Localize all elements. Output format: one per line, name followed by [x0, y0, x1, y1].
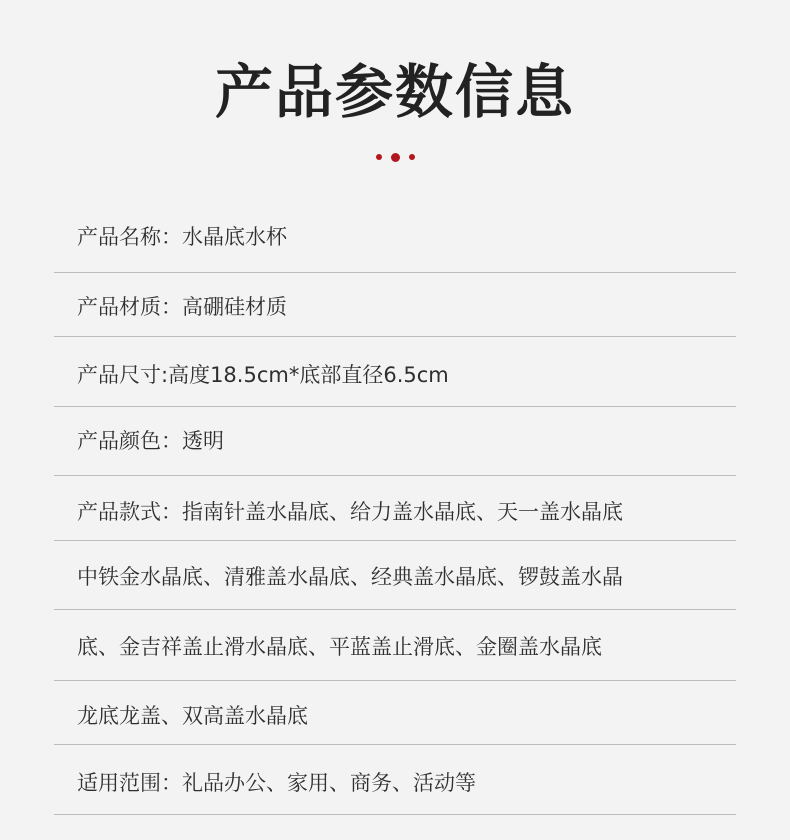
spec-row-text: 产品尺寸:高度18.5cm*底部直径6.5cm [77, 363, 449, 387]
spec-row-style-cont-2 [54, 610, 736, 681]
spec-row-color [54, 407, 736, 476]
spec-row-text: 产品款式：指南针盖水晶底、给力盖水晶底、天一盖水晶底 [77, 500, 623, 524]
page-title: 产品参数信息 [214, 58, 575, 126]
spec-row-text: 龙底龙盖、双高盖水晶底 [77, 704, 308, 728]
spec-row-text: 产品颜色：透明 [77, 429, 224, 453]
spec-row-style-cont-1 [54, 541, 736, 610]
spec-row-text: 产品名称：水晶底水杯 [77, 225, 287, 249]
divider-dot-center [391, 153, 400, 162]
spec-list [54, 203, 736, 815]
spec-row-style [54, 476, 736, 541]
spec-row-name [54, 203, 736, 273]
divider-dot-left [376, 154, 382, 160]
spec-row-material [54, 273, 736, 337]
spec-row-text: 底、金吉祥盖止滑水晶底、平蓝盖止滑底、金圈盖水晶底 [77, 635, 602, 659]
spec-row-text: 中铁金水晶底、清雅盖水晶底、经典盖水晶底、锣鼓盖水晶 [77, 565, 623, 589]
spec-row-style-cont-3 [54, 681, 736, 745]
divider-dot-right [409, 154, 415, 160]
spec-row-text: 适用范围：礼品办公、家用、商务、活动等 [77, 771, 476, 795]
spec-row-usage [54, 745, 736, 815]
spec-row-size [54, 337, 736, 407]
spec-row-text: 产品材质：高硼硅材质 [77, 295, 287, 319]
title-divider-dots [0, 150, 790, 164]
